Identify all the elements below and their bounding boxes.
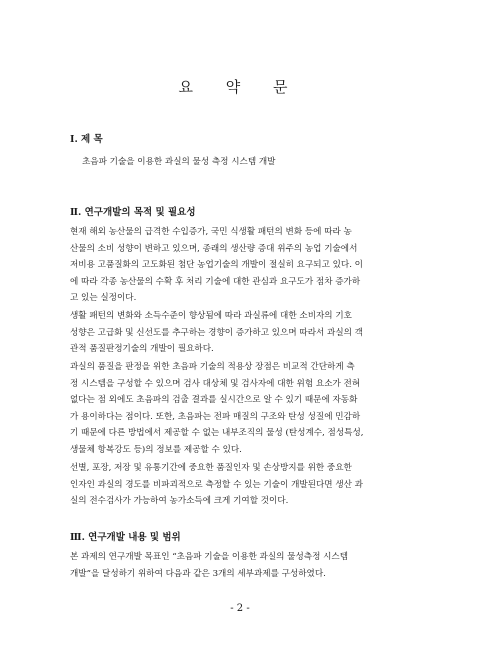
paragraph-line: 고 있는 실정이다. xyxy=(70,293,137,303)
paragraph-line: 저비용 고품질화의 고도화된 첨단 농업기술의 개발이 절실히 요구되고 있다. 이 xyxy=(70,260,363,270)
paragraph-line: 관적 품질판정기술의 개발이 필요하다. xyxy=(70,344,214,354)
paragraph-line: 생활 패턴의 변화와 소득수준이 향상됨에 따라 과실류에 대한 소비자의 기호 xyxy=(70,311,352,321)
paragraph-line: 가 용이하다는 점이다. 또한, 초음파는 전파 매질의 구조와 탄성 성질에 민감하 xyxy=(70,411,361,422)
paragraph-line: 본 과제의 연구개발 목표인 “초음파 기술을 이용한 과실의 물성측정 시스템 xyxy=(70,552,349,562)
section-2-paragraph-3 xyxy=(70,359,418,458)
document-title: 요 약 문 xyxy=(178,78,302,96)
section-1-title-line: 초음파 기술을 이용한 과실의 물성 측정 시스템 개발 xyxy=(82,157,276,167)
paragraph-line: 인자인 과실의 경도를 비파괴적으로 측정할 수 있는 기술이 개발된다면 생산 과 xyxy=(70,479,363,490)
paragraph-line: 현재 해외 농산물의 급격한 수입증가, 국민 식생활 패턴의 변화 등에 따라 농 xyxy=(70,227,352,237)
paragraph-line: 과실의 품질을 판정을 위한 초음파 기술의 적용상 장점은 비교적 간단하게 측 xyxy=(70,362,355,372)
section-2-paragraph-1 xyxy=(70,224,418,307)
paragraph-line: 선별, 포장, 저장 및 유통기간에 중요한 품질인자 및 손상방지를 위한 중요한 xyxy=(70,463,352,473)
paragraph-line: 기 때문에 다른 방법에서 제공할 수 없는 내부조직의 물성 (탄성계수, 점성특성, xyxy=(70,428,364,438)
paragraph-line: 정 시스템을 구성할 수 있으며 검사 대상체 및 검사자에 대한 위험 요소가 전혀 xyxy=(70,378,361,389)
paragraph-line: 실의 전수검사가 가능하여 농가소득에 크게 기여할 것이다. xyxy=(70,496,289,506)
paragraph-line: 없다는 점 외에도 초음파의 검출 결과를 실시간으로 알 수 있기 때문에 자동화 xyxy=(70,395,358,405)
paragraph-line: 개발”을 달성하기 위하여 다음과 같은 3개의 세부과제를 구성하였다. xyxy=(70,568,326,579)
paragraph-line: 산물의 소비 성향이 변하고 있으며, 종래의 생산량 증대 위주의 농업 기술에서 xyxy=(70,243,358,254)
section-2-heading: Ⅱ. 연구개발의 목적 및 필요성 xyxy=(70,207,196,218)
page-number: - 2 - xyxy=(230,603,250,614)
paragraph-line: 성향은 고급화 및 신선도를 추구하는 경향이 증가하고 있으며 따라서 과실의 객 xyxy=(70,327,363,338)
section-1-heading: Ⅰ. 제 목 xyxy=(70,134,103,145)
paragraph-line: 생물체 항복강도 등)의 정보를 제공할 수 있다. xyxy=(70,444,242,455)
section-2-paragraph-2 xyxy=(70,308,418,358)
section-3-paragraph-1 xyxy=(70,549,418,582)
section-2-paragraph-4 xyxy=(70,460,418,510)
section-3-heading: Ⅲ. 연구개발 내용 및 범위 xyxy=(70,532,181,543)
paragraph-line: 에 따라 각종 농산물의 수확 후 처리 기술에 대한 관심과 요구도가 점차 증가하 xyxy=(70,276,361,287)
